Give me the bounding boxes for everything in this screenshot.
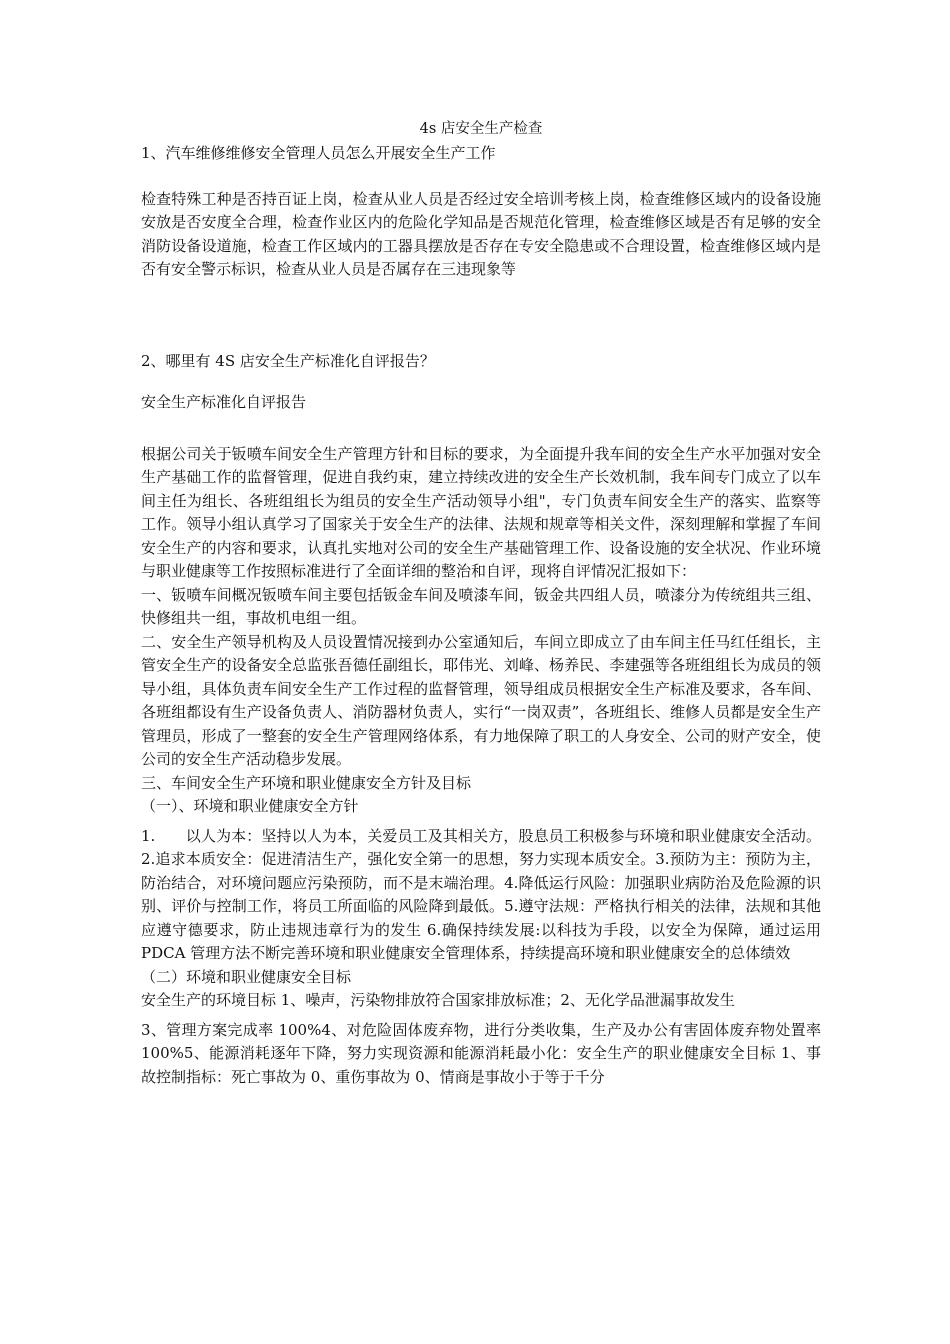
section-2-organization: 二、安全生产领导机构及人员设置情况接到办公室通知后，车间立即成立了由车间主任马红任组长，主管安全生产的设备安全总监张吾德任副组长，耶伟光、刘峰、杨养民、李建强等各班组组长为成员的领导小组，具体负责车间安全生产工作过程的监督管理，领导组成员根据安全生产标准及要求，各车间、各班组都设有生产设备负责人、消防器材负责人，实行“一岗双责”，各班组长、维修人员都是安全生产管理员，形成了一整套的安全生产管理网络体系，有力地保障了职工的人身安全、公司的财产安全，使公司的安全生产活动稳步发展。 bbox=[141, 632, 821, 768]
spacer bbox=[141, 373, 821, 391]
report-intro: 根据公司关于钣喷车间安全生产管理方针和目标的要求，为全面提升我车间的安全生产水平加强对安全生产基础工作的监督管理，促进自我约束，建立持续改进的安全生产长效机制，我车间专门成立了以车间主任为组长、各班组组长为组员的安全生产活动领导小组"，专门负责车间安全生产的落实、监察等工作。领导小组认真学习了国家关于安全生产的法律、法规和规章等相关文件，深刻理解和掌握了车间安全生产的内容和要求，认真扎实地对公司的安全生产基础管理工作、设备设施的安全状况、作业环境与职业健康等工作按照标准进行了全面详细的整治和自评，现将自评情况汇报如下： bbox=[141, 444, 821, 580]
section-1-overview: 一、钣喷车间概况钣喷车间主要包括钣金车间及喷漆车间，钣金共四组人员，喷漆分为传统组共三组、快修组共一组，事故机电组一组。 bbox=[141, 585, 821, 627]
document-title: 4s 店安全生产检查 bbox=[419, 121, 543, 137]
subsection-policy-heading: （一）、环境和职业健康安全方针 bbox=[141, 797, 359, 815]
document-content bbox=[141, 118, 821, 1089]
spacer bbox=[141, 166, 821, 188]
question-1-heading: 1、汽车维修维修安全管理人员怎么开展安全生产工作 bbox=[141, 144, 496, 162]
question-2-heading: 2、哪里有 4S 店安全生产标准化自评报告？ bbox=[141, 351, 435, 370]
targets-paragraph: 3、管理方案完成率 100%4、对危险固体废弃物，进行分类收集，生产及办公有害固体废弃物处置率 100%5、能源消耗逐年下降，努力实现资源和能源消耗最小化：安全生产的职业健康安全目标 1、事故控制指标：死亡事故为 0、重伤事故为 0、情商是事故小于等于千分 bbox=[141, 1020, 821, 1086]
section-3-heading: 三、车间安全生产环境和职业健康安全方针及目标 bbox=[141, 773, 472, 792]
subsection-targets-heading: （二）环境和职业健康安全目标 bbox=[141, 967, 352, 986]
targets-line-1: 安全生产的环境目标 1、噪声，污染物排放符合国家排放标准；2、无化学品泄漏事故发生 bbox=[141, 991, 735, 1009]
report-title: 安全生产标准化自评报告 bbox=[141, 393, 307, 411]
spacer bbox=[141, 415, 821, 437]
spacer bbox=[141, 282, 821, 350]
policy-paragraph: 1. 以人为本：坚持以人为本，关爱员工及其相关方，股息员工积极参与环境和职业健康安全活动。2.追求本质安全：促进清洁生产，强化安全第一的思想，努力实现本质安全。3.预防为主：预防为主，防治结合，对环境问题应污染预防，而不是末端治理。4.降低运行风险：加强职业病防治及危险源的识别、评价与控制工作，将员工所面临的风险降到最低。5.遵守法规：严格执行相关的法律，法规和其他应遵守德要求，防止违规违章行为的发生 6.确保持续发展:以科技为手段，以安全为保障，通过运用 PDCA 管理方法不断完善环境和职业健康安全管理体系，持续提高环境和职业健康安全的总体绩效 bbox=[141, 826, 821, 962]
question-1-answer: 检查特殊工种是否持百证上岗，检查从业人员是否经过安全培训考核上岗，检查维修区域内的设备设施安放是否安度全合理，检查作业区内的危险化学知品是否规范化管理，检查维修区域是否有足够的安全消防设备设道施，检查工作区域内的工器具摆放是否存在专安全隐患或不合理设置，检查维修区域内是否有安全警示标识，检查从业人员是否属存在三违现象等 bbox=[141, 189, 821, 278]
